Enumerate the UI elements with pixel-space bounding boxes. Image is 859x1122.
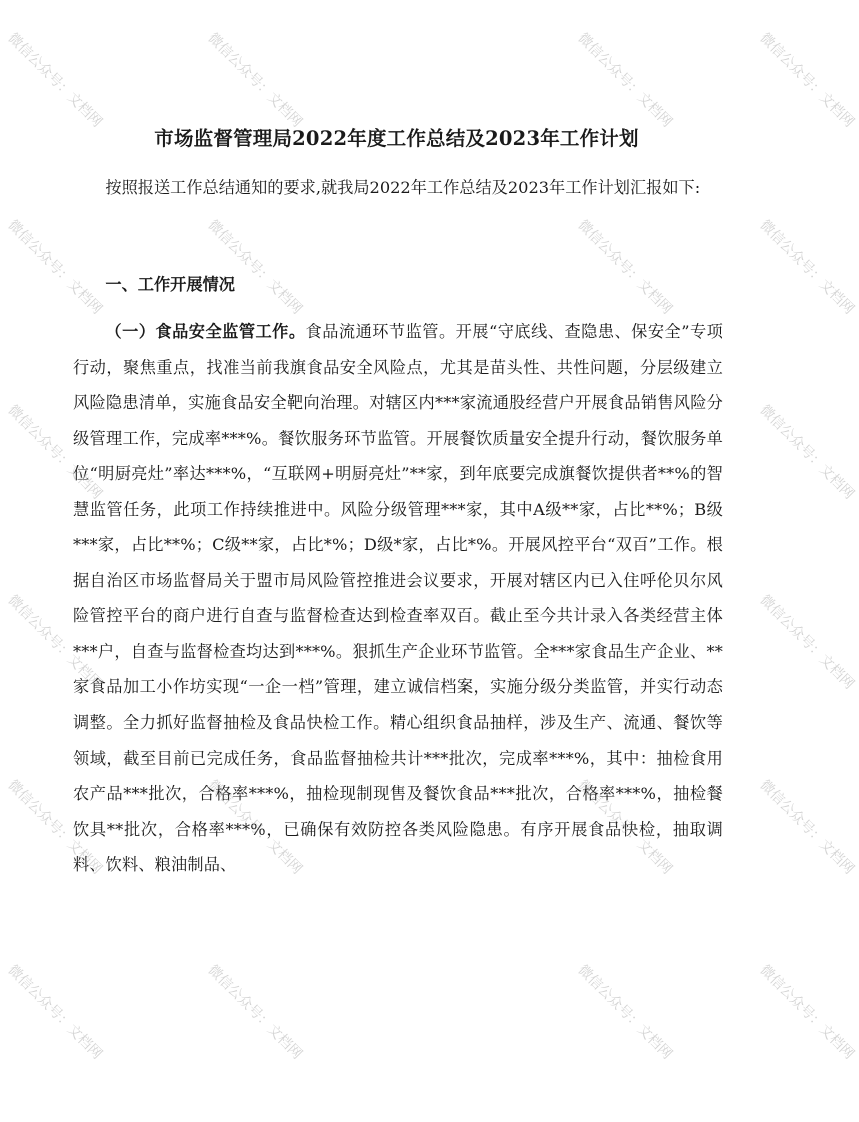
watermark: 微信公众号：文档网 [204, 217, 305, 318]
watermark: 微信公众号：文档网 [756, 592, 857, 693]
watermark: 微信公众号：文档网 [4, 217, 105, 318]
watermark: 微信公众号：文档网 [4, 592, 105, 693]
watermark: 微信公众号：文档网 [204, 962, 305, 1063]
subsection-lead: （一）食品安全监管工作。 [105, 322, 306, 341]
watermark: 微信公众号：文档网 [4, 402, 105, 503]
watermark: 微信公众号：文档网 [756, 217, 857, 318]
intro-paragraph: 按照报送工作总结通知的要求,就我局2022年工作总结及2023年工作计划汇报如下: [105, 178, 701, 197]
watermark: 微信公众号：文档网 [756, 777, 857, 878]
watermark: 微信公众号：文档网 [574, 962, 675, 1063]
subsection-body: 食品流通环节监管。开展“守底线、查隐患、保安全”专项行动，聚焦重点，找准当前我旗食品安全风险点，尤其是苗头性、共性问题，分层级建立风险隐患清单，实施食品安全靶向治理。对辖区内***家流通股经营户开展食品销售风险分级管理工作，完成率***%。餐饮服务环节监管。开展餐饮质量安全提升行动，餐饮服务单位“明厨亮灶”率达***%，“互联网+明厨亮灶”**家，到年底要完成旗餐饮提供者**%的智慧监管任务，此项工作持续推进中。风险分级管理***家，其中A级**家，占比**%；B级***家，占比**%；C级**家，占比*%；D级*家，占比*%。开展风控平台“双百”工作。根据自治区市场监督局关于盟市局风险管控推进会议要求，开展对辖区内已入住呼伦贝尔风险管控平台的商户进行自查与监督检查达到检查率双百。截止至今共计录入各类经营主体***户，自查与监督检查均达到***%。狠抓生产企业环节监管。全***家食品生产企业、**家食品加工小作坊实现“一企一档”管理，建立诚信档案，实施分级分类监管，并实行动态调整。全力抓好监督抽检及食品快检工作。精心组织食品抽样，涉及生产、流通、餐饮等领域，截至目前已完成任务，食品监督抽检共计***批次，完成率***%，其中：抽检食用农产品***批次，合格率***%，抽检现制现售及餐饮食品***批次，合格率***%，抽检餐饮具**批次，合格率***%，已确保有效防控各类风险隐患。有序开展食品快检，抽取调料、饮料、粮油制品、 [73, 322, 723, 875]
watermark: 微信公众号：文档网 [4, 962, 105, 1063]
watermark: 微信公众号：文档网 [756, 962, 857, 1063]
watermark: 微信公众号：文档网 [204, 777, 305, 878]
watermark: 微信公众号：文档网 [756, 30, 857, 131]
watermark: 微信公众号：文档网 [4, 777, 105, 878]
section-heading: 一、工作开展情况 [105, 275, 235, 294]
watermark: 微信公众号：文档网 [574, 777, 675, 878]
document-title: 市场监督管理局2022年度工作总结及2023年工作计划 [154, 127, 639, 150]
watermark: 微信公众号：文档网 [204, 30, 305, 131]
watermark: 微信公众号：文档网 [574, 30, 675, 131]
subsection-paragraph [73, 314, 723, 883]
watermark: 微信公众号：文档网 [4, 30, 105, 131]
watermark: 微信公众号：文档网 [574, 217, 675, 318]
watermark: 微信公众号：文档网 [756, 402, 857, 503]
